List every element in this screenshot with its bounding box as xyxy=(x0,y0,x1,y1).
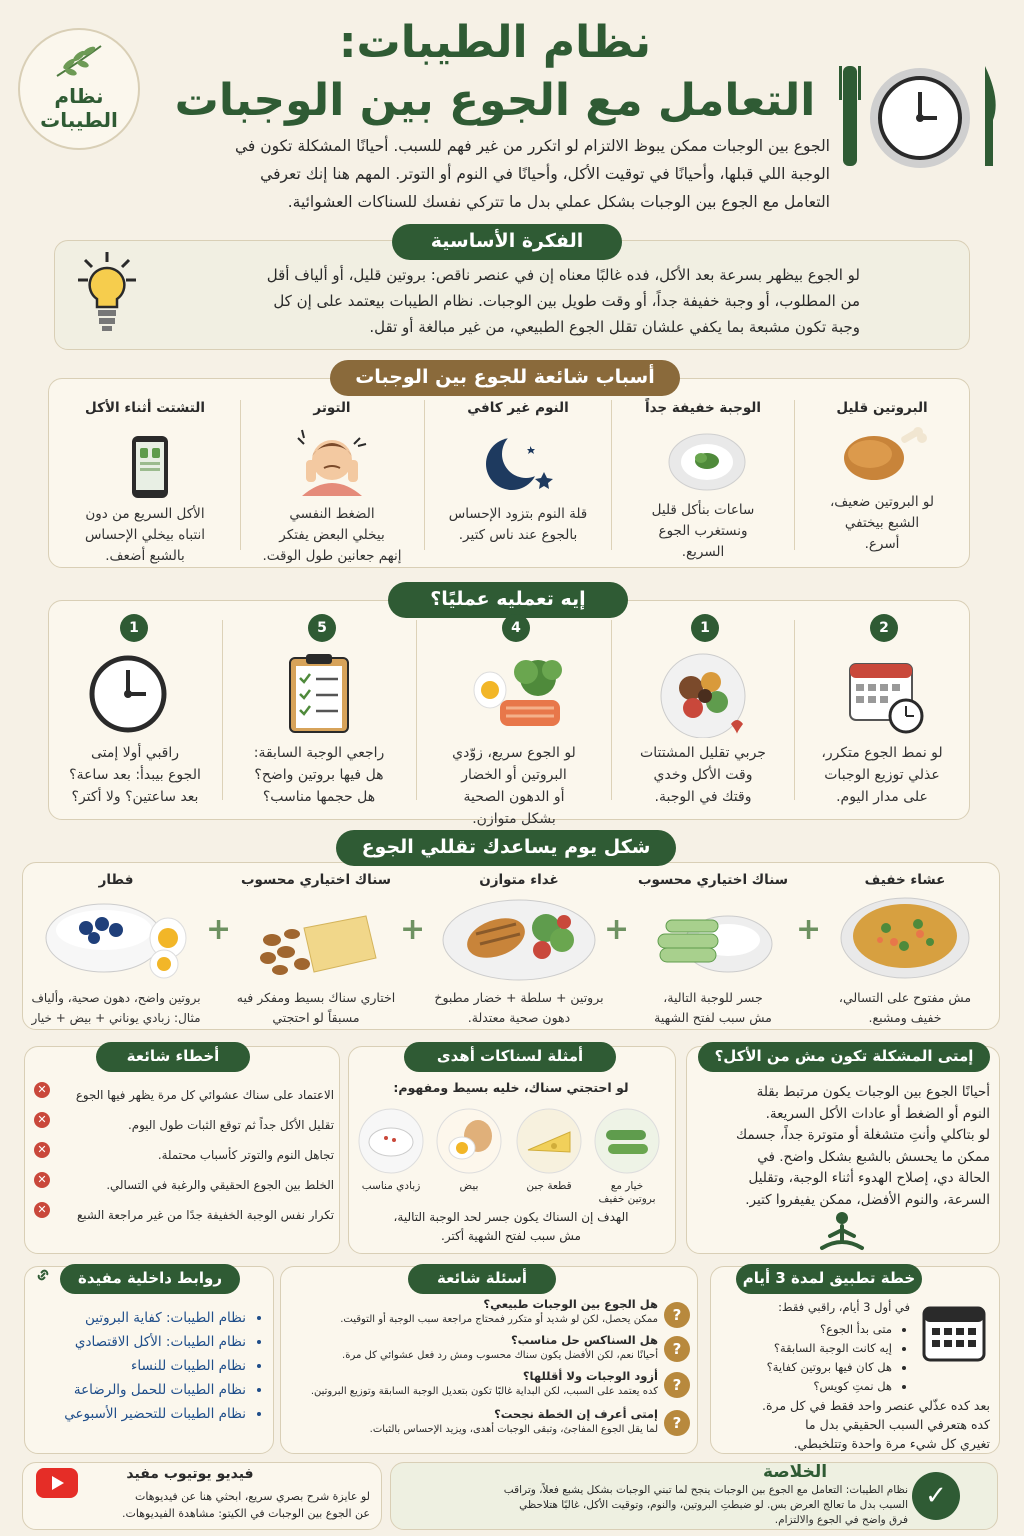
intro-line: الجوع بين الوجبات ممكن يبوظ الالتزام لو اتكرر من غير فهم للسبب. أحيانًا المشكلة تكون في xyxy=(234,137,830,155)
plus-icon: + xyxy=(604,912,630,947)
step-desc: وقتك في الوجبة. xyxy=(654,789,752,805)
when-line: أحيانًا الجوع بين الوجبات يكون مرتبط بقلة xyxy=(756,1084,990,1100)
day-item-desc: خفيف ومشبع. xyxy=(868,1010,942,1025)
summary-line: فرق واضح في الجوع والالتزام. xyxy=(774,1514,908,1526)
cause-desc: لو البروتين ضعيف، xyxy=(829,494,935,510)
step-desc: على مدار اليوم. xyxy=(836,789,928,805)
x-icon: ✕ xyxy=(34,1142,50,1158)
plan-item: • هل نمتِ كويس؟ xyxy=(720,1377,892,1396)
plan-outro xyxy=(720,1396,990,1453)
cause-desc: الضغط النفسي xyxy=(289,506,375,522)
step-desc: البروتين أو الخضار xyxy=(461,767,567,783)
step-desc: راقبي أولا إمتى xyxy=(90,745,180,761)
mistake-item xyxy=(34,1082,334,1112)
snacks-subtitle: لو احتجتي سناك، خليه بسيط ومفهوم: xyxy=(393,1080,629,1095)
video-line: عن الجوع بين الوجبات في الكيتو: مشاهدة الفيديوهات. xyxy=(122,1507,370,1520)
summary-title: الخلاصة xyxy=(762,1462,828,1482)
practical-item xyxy=(613,612,793,808)
plan-item: • هل كان فيها بروتين كفاية؟ xyxy=(720,1358,892,1377)
cause-title: البروتين قليل xyxy=(836,400,928,416)
chicken-salad-icon xyxy=(424,888,614,984)
causes-title: أسباب شائعة للجوع بين الوجبات xyxy=(330,360,680,396)
cause-title: النوم غير كافي xyxy=(467,400,569,416)
links-title: روابط داخلية مفيدة xyxy=(60,1264,240,1294)
snack-item xyxy=(514,1106,584,1193)
practical-item xyxy=(796,612,968,808)
snack-label: بروتين خفيف xyxy=(598,1193,656,1205)
snack-label: قطعة جبن xyxy=(526,1180,572,1192)
mistake-text: تجاهل النوم والتوتر كأسباب محتملة. xyxy=(157,1148,334,1162)
mistake-text: الاعتماد على سناك عشوائي كل مرة يظهر فيها الجوع xyxy=(75,1088,334,1102)
plan-item: • إيه كانت الوجبة السابقة؟ xyxy=(720,1339,892,1358)
video-text[interactable] xyxy=(40,1488,370,1522)
logo-badge xyxy=(18,28,140,150)
day-item-title: سناك اختياري محسوب xyxy=(240,872,392,888)
faq-item xyxy=(288,1368,658,1406)
core-idea-text xyxy=(160,262,860,340)
internal-link[interactable]: • نظام الطيبات للحمل والرضاعة xyxy=(36,1378,246,1402)
mistake-text: تقليل الأكل جداً ثم توقع الثبات طول اليوم. xyxy=(128,1118,334,1132)
when-title: إمتى المشكلة تكون مش من الأكل؟ xyxy=(698,1042,990,1072)
step-desc: بشكل متوازن. xyxy=(472,811,556,827)
when-line: النوم أو الضغط أو عادات الأكل السريعة. xyxy=(765,1105,990,1122)
day-item xyxy=(232,872,400,1028)
step-desc: أو الدهون الصحية xyxy=(463,789,565,805)
faq-item xyxy=(288,1406,658,1442)
day-item xyxy=(820,872,990,1028)
plus-icon: + xyxy=(206,912,232,947)
plus-icon: + xyxy=(796,912,822,947)
mistake-text: الخلط بين الجوع الحقيقي والرغبة في التسالي. xyxy=(106,1178,334,1192)
checklist-icon xyxy=(224,648,414,738)
cheese-icon xyxy=(514,1106,584,1176)
faq-item xyxy=(288,1332,658,1368)
internal-link[interactable]: • نظام الطيبات: الأكل الاقتصادي xyxy=(36,1330,246,1354)
faq-answer: أحيانًا نعم، لكن الأفضل يكون سناك محسوب ومش رد فعل عشوائي كل مرة. xyxy=(342,1350,658,1361)
phone-icon xyxy=(52,416,238,500)
core-line: من المطلوب، أو وجبة خفيفة جداً، أو وقت طويل بين الوجبات. نظام الطيبات بيعتمد على إن كل xyxy=(273,292,860,310)
cause-desc: بيخلي البعض يفتكر xyxy=(279,527,385,543)
plan-outro-line: تغيري كل شيء مرة واحدة وتتلخبطي. xyxy=(793,1436,990,1451)
day-item-title: غداء متوازن xyxy=(479,872,559,888)
cause-title: الوجبة خفيفة جداً xyxy=(644,400,761,416)
day-item-title: عشاء خفيف xyxy=(864,872,946,888)
meditation-icon xyxy=(816,1210,868,1252)
yogurt-eggs-icon xyxy=(28,888,204,984)
faq-answer: كده يعتمد على السبب، لكن البداية غالبًا تكون بتعديل الوجبة السابقة وتوزيع البروتين. xyxy=(310,1386,658,1397)
day-item-desc: اختاري سناك بسيط ومفكر فيه xyxy=(236,990,396,1005)
practical-title: إيه تعمليه عمليًا؟ xyxy=(388,582,628,618)
when-text xyxy=(704,1082,990,1211)
faq-question: إمتى أعرف إن الخطة نجحت؟ xyxy=(494,1407,658,1421)
summary-line: نظام الطيبات: التعامل مع الجوع بين الوجبات ينجح لما تبني الوجبات بشكل يشبع فعلاً، وتراقب xyxy=(503,1484,908,1496)
cucumber-icon xyxy=(592,1106,662,1176)
summary-line: السبب بدل ما تعالج العرض بس. لو ضبطتِ البروتين، والنوم، وتوقيت الأكل، غالبًا هتلاحظي xyxy=(519,1499,908,1511)
internal-link[interactable]: • نظام الطيبات للتحضير الأسبوعي xyxy=(36,1402,246,1426)
step-desc: هل حجمها مناسب؟ xyxy=(262,789,376,805)
mistake-item xyxy=(34,1172,334,1202)
step-number: 2 xyxy=(870,614,898,642)
faq-question: هل السناكس حل مناسب؟ xyxy=(510,1333,658,1347)
intro-text xyxy=(150,132,830,216)
step-number: 1 xyxy=(691,614,719,642)
plan-intro: في أول 3 أيام، راقبي فقط: xyxy=(778,1300,910,1314)
yogurt-icon xyxy=(356,1106,426,1176)
cause-item xyxy=(426,400,610,546)
step-desc: وقت الأكل وخدي xyxy=(653,767,753,783)
step-desc: الجوع بيبدأ: بعد ساعة؟ xyxy=(69,767,201,783)
day-item-desc: بروتين + سلطة + خضار مطبوخ xyxy=(434,990,604,1005)
question-icon: ? xyxy=(664,1372,690,1398)
step-number: 1 xyxy=(120,614,148,642)
day-item-desc: مثال: زبادي يوناني + بيض + خيار xyxy=(31,1011,201,1025)
x-icon: ✕ xyxy=(34,1172,50,1188)
plan-item: • متى بدأ الجوع؟ xyxy=(720,1320,892,1339)
plan-outro-line: بعد كده عذّلي عنصر واحد فقط في كل مرة. xyxy=(761,1398,990,1413)
core-line: لو الجوع بيظهر بسرعة بعد الأكل، فده غالبًا معناه إن في عنصر ناقص: بروتين قليل، أو ألياف أقل xyxy=(266,266,860,284)
snack-item xyxy=(434,1106,504,1193)
cause-item xyxy=(796,400,968,555)
internal-link[interactable]: • نظام الطيبات للنساء xyxy=(36,1354,246,1378)
cause-desc: انتباه بيخلي الإحساس xyxy=(84,527,206,543)
cause-desc: السريع. xyxy=(681,544,725,560)
internal-link[interactable]: • نظام الطيبات: كفاية البروتين xyxy=(36,1306,246,1330)
clock-icon xyxy=(50,648,220,738)
when-line: لو بتاكلي وأنتِ متشغلة أو متوترة جداً، جسمك xyxy=(735,1127,990,1143)
stressed-person-icon xyxy=(242,416,422,500)
nuts-cheese-icon xyxy=(232,888,400,984)
cause-desc: أسرع. xyxy=(864,536,900,552)
meal-plate-icon xyxy=(613,648,793,738)
mistakes-list xyxy=(34,1082,334,1232)
summary-text xyxy=(398,1483,908,1528)
cause-desc: بالجوع عند ناس كتير. xyxy=(458,527,578,543)
chicken-leg-icon xyxy=(796,416,968,488)
snack-item xyxy=(592,1106,662,1206)
logo-text: نظام xyxy=(54,84,104,108)
core-line: وجبة تكون مشبعة بما يكفي علشان تقلل الجوع الطبيعي، من غير مبالغة أو تقل. xyxy=(369,318,860,336)
small-plate-icon xyxy=(613,416,793,496)
when-line: ممكن ما يحسش بالشبع بشكل واضح. في xyxy=(757,1148,990,1165)
faq-list xyxy=(288,1296,658,1442)
step-desc: جربي تقليل المشتتات xyxy=(640,745,766,761)
mistake-item xyxy=(34,1142,334,1172)
day-item-desc: جسر للوجبة التالية، xyxy=(663,990,763,1005)
practical-item xyxy=(418,612,610,830)
plan-title: خطة تطبيق لمدة 3 أيام xyxy=(736,1264,922,1294)
cause-item xyxy=(52,400,238,567)
when-line: الحالة دي، إصلاح الهدوء أثناء الوجبة، وتقليل xyxy=(748,1170,990,1186)
day-item-desc: بروتين واضح، دهون صحية، وألياف xyxy=(31,991,201,1005)
faq-question: أزود الوجبات ولا أقللها؟ xyxy=(522,1369,658,1383)
video-title: فيديو يوتيوب مفيد xyxy=(126,1466,254,1482)
olive-branch-icon xyxy=(49,42,109,80)
cause-item xyxy=(613,400,793,563)
cause-item xyxy=(242,400,422,567)
plan-outro-line: كده هتعرفي السبب الحقيقي بدل ما xyxy=(805,1417,990,1432)
healthy-food-icon xyxy=(418,648,610,738)
question-icon: ? xyxy=(664,1410,690,1436)
mistakes-title: أخطاء شائعة xyxy=(96,1042,250,1072)
day-item xyxy=(28,872,204,1028)
step-number: 5 xyxy=(308,614,336,642)
moon-icon xyxy=(426,416,610,500)
day-title: شكل يوم يساعدك تقللي الجوع xyxy=(336,830,676,866)
cause-desc: قلة النوم بتزود الإحساس xyxy=(448,506,588,522)
lightbulb-icon xyxy=(72,250,142,336)
step-desc: لو الجوع سريع، زوّدي xyxy=(452,745,576,761)
step-desc: لو نمط الجوع متكرر، xyxy=(821,745,943,761)
cause-desc: الشبع بيختفي xyxy=(844,515,920,531)
logo-text: الطيبات xyxy=(40,108,118,132)
cause-desc: الأكل السريع من دون xyxy=(85,506,205,522)
links-list xyxy=(36,1306,262,1426)
snacks-note-line: الهدف إن السناك يكون جسر لحد الوجبة التالية، xyxy=(393,1210,629,1224)
mistake-text: تكرار نفس الوجبة الخفيفة جدًا من غير مراجعة الشبع xyxy=(77,1208,334,1222)
practical-item xyxy=(50,612,220,808)
intro-line: التعامل مع الجوع بين الوجبات بشكل عملي بدل ما تتركي نفسك للسناكات العشوائية. xyxy=(287,193,830,211)
title-line-1: نظام الطيبات: xyxy=(338,17,652,68)
core-idea-title: الفكرة الأساسية xyxy=(392,224,622,260)
snacks-title: أمثلة لسناكات أهدى xyxy=(404,1042,616,1072)
snack-label: خيار مع xyxy=(610,1180,644,1192)
snack-item xyxy=(354,1106,428,1193)
snacks-note-line: مش سبب لفتح الشهية أكتر. xyxy=(441,1229,581,1243)
faq-question: هل الجوع بين الوجبات طبيعي؟ xyxy=(483,1297,658,1311)
step-desc: راجعي الوجبة السابقة: xyxy=(253,745,385,761)
calendar-clock-icon xyxy=(796,648,968,738)
title-line-2: التعامل مع الجوع بين الوجبات xyxy=(174,75,816,126)
faq-title: أسئلة شائعة xyxy=(408,1264,556,1294)
snacks-note xyxy=(356,1208,666,1246)
day-item-desc: مش مفتوح على التسالي، xyxy=(838,990,972,1005)
intro-line: الوجبة اللي قبلها، وأحيانًا في توقيت الأكل، وأحيانًا في النوم أو التوتر. المهم هنا إنك تعرفي xyxy=(260,165,830,183)
plus-icon: + xyxy=(400,912,426,947)
faq-answer: ممكن يحصل، لكن لو شديد أو متكرر فمحتاج مراجعة سبب الوجبة أو التوقيت. xyxy=(340,1314,658,1325)
plan-list xyxy=(720,1320,910,1396)
day-item-desc: مسبقاً لو احتجتي xyxy=(272,1010,360,1025)
snack-label: بيض xyxy=(459,1180,479,1192)
snack-label: زبادي مناسب xyxy=(361,1180,421,1192)
cause-title: التوتر xyxy=(313,400,351,416)
question-icon: ? xyxy=(664,1302,690,1328)
check-icon: ✓ xyxy=(912,1472,960,1520)
step-desc: هل فيها بروتين واضح؟ xyxy=(254,767,384,783)
page-title xyxy=(160,14,830,130)
x-icon: ✕ xyxy=(34,1082,50,1098)
day-item xyxy=(424,872,614,1028)
mistake-item xyxy=(34,1202,334,1232)
link-icon xyxy=(34,1266,52,1284)
cause-desc: إنهم جعانين طول الوقت. xyxy=(262,548,402,564)
step-desc: بعد ساعتين؟ ولا أكتر؟ xyxy=(71,789,199,805)
when-line: السرعة، والنوم الأفضل، ممكن يفيفروا كتير. xyxy=(745,1191,990,1208)
cause-desc: ساعات بنأكل قليل xyxy=(651,502,755,518)
clock-plate-icon xyxy=(835,60,1005,170)
day-item-title: سناك اختياري محسوب xyxy=(637,872,789,888)
x-icon: ✕ xyxy=(34,1112,50,1128)
video-line: لو عايزة شرح بصري سريع، ابحثي هنا عن فيديوهات xyxy=(135,1490,370,1503)
day-item xyxy=(628,872,798,1028)
calendar-icon xyxy=(918,1302,990,1364)
step-desc: عذلي توزيع الوجبات xyxy=(824,767,940,783)
day-item-title: فطار xyxy=(98,872,134,888)
cause-desc: بالشبع أضعف. xyxy=(105,548,185,564)
faq-answer: لما يقل الجوع المفاجئ، وتبقى الوجبات أهدى، ويزيد الإحساس بالثبات. xyxy=(369,1424,658,1435)
cucumber-yogurt-icon xyxy=(628,888,798,984)
x-icon: ✕ xyxy=(34,1202,50,1218)
egg-icon xyxy=(434,1106,504,1176)
faq-item xyxy=(288,1296,658,1332)
practical-item xyxy=(224,612,414,808)
day-item-desc: مش سبب لفتح الشهية xyxy=(654,1010,772,1025)
step-number: 4 xyxy=(502,614,530,642)
mistake-item xyxy=(34,1112,334,1142)
day-item-desc: دهون صحية معتدلة. xyxy=(467,1010,571,1025)
cause-desc: ونستغرب الجوع xyxy=(658,523,748,539)
question-icon: ? xyxy=(664,1336,690,1362)
soup-bowl-icon xyxy=(820,888,990,984)
cause-title: التشتت أثناء الأكل xyxy=(85,400,205,416)
